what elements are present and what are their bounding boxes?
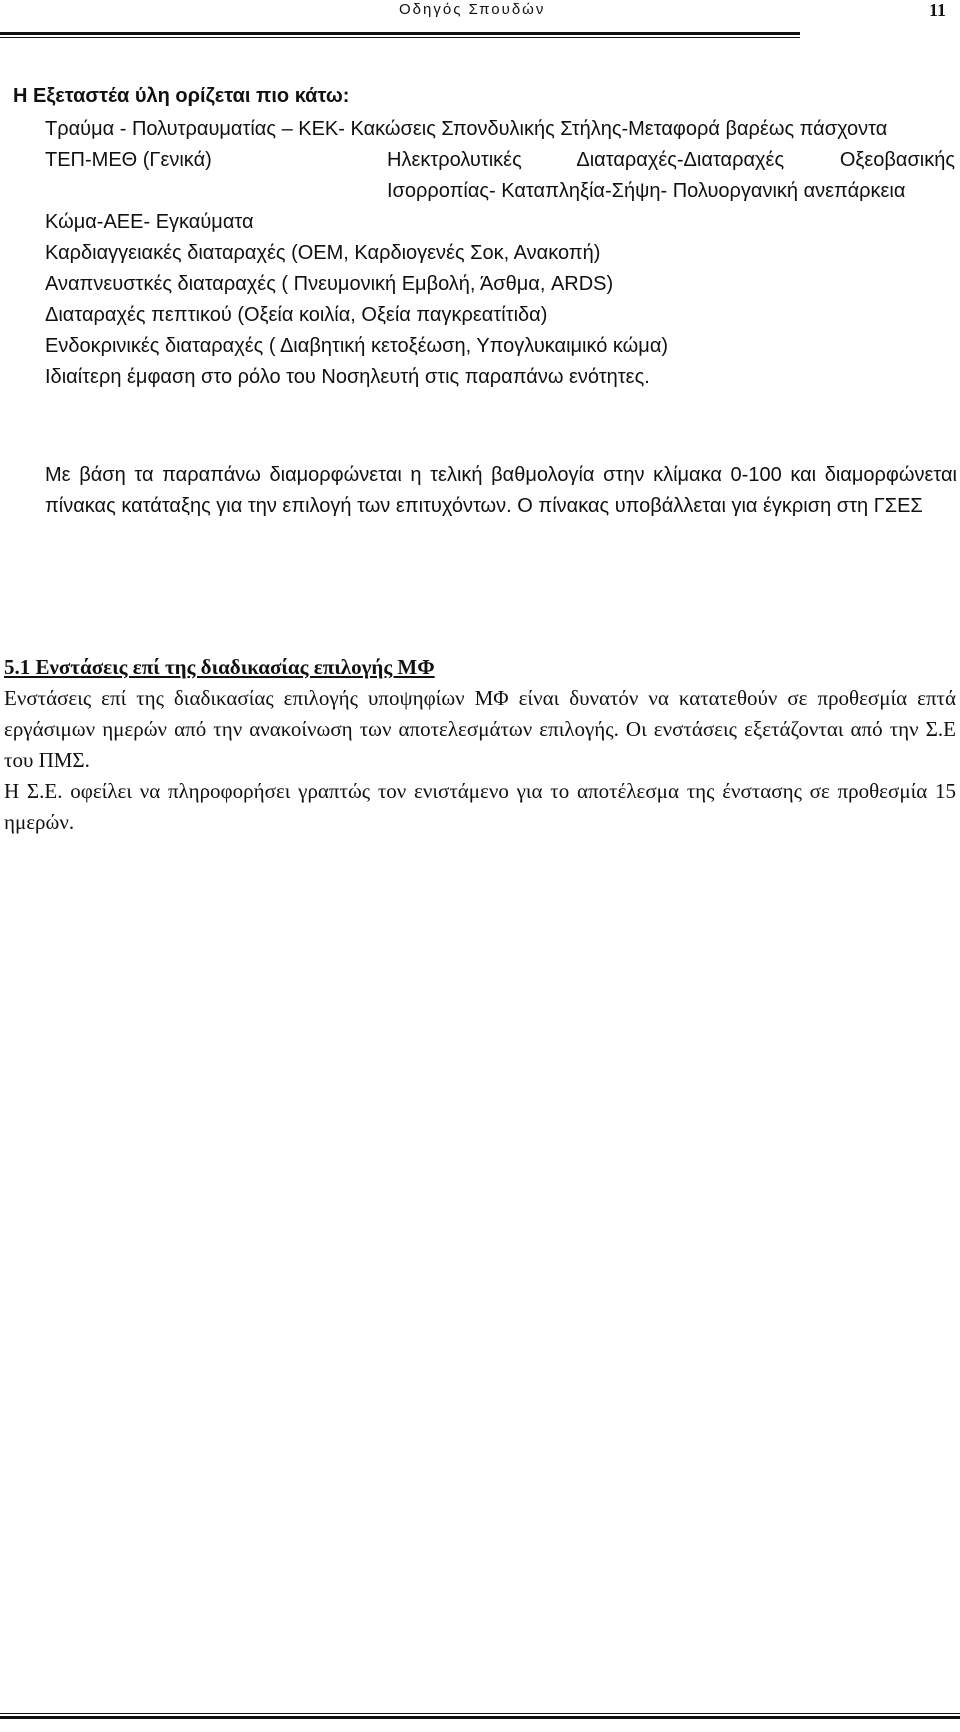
exam-topic-item: Αναπνευστκές διαταραχές ( Πνευμονική Εμβολή, Άσθμα, ARDS) [45,273,614,295]
exam-topic-item: Ηλεκτρολυτικές Διαταραχές-Διαταραχές Οξεοβασικής Ισορροπίας- Καταπληξία-Σήψη- Πολυοργανική ανεπάρκεια [387,149,955,202]
header-rule-thin [0,37,800,38]
exam-topic-item: Διαταραχές πεπτικού (Οξεία κοιλία, Οξεία παγκρεατίτιδα) [45,304,548,326]
exam-topic-row [45,145,955,207]
objections-paragraph: Η Σ.Ε. οφείλει να πληροφορήσει γραπτώς τον ενιστάμενο για το αποτέλεσμα της ένστασης σε προθεσμία 15 ημερών. [4,779,956,834]
exam-topics-list [45,114,955,393]
exam-topic-item: Τραύμα - Πολυτραυματίας – ΚΕΚ- Κακώσεις Σπονδυλικής Στήλης-Μεταφορά βαρέως πάσχοντα [45,118,888,140]
exam-topic-item: Ιδιαίτερη έμφαση στο ρόλο του Νοσηλευτή στις παραπάνω ενότητες. [45,366,650,388]
objections-heading: 5.1 Ενστάσεις επί της διαδικασίας επιλογής ΜΦ [4,655,435,679]
grading-paragraph: Με βάση τα παραπάνω διαμορφώνεται η τελική βαθμολογία στην κλίμακα 0-100 και διαμορφώνεται πίνακας κατάταξης για την επιλογή των επιτυχόντων. Ο πίνακας υποβάλλεται για έγκριση στη ΓΣΕΣ [45,464,957,517]
objections-body [4,683,956,838]
exam-heading: Η Εξεταστέα ύλη ορίζεται πιο κάτω: [13,85,350,107]
header-rule-thick [0,32,800,35]
footer-rule-thin [0,1713,960,1714]
page-header [0,0,960,40]
exam-topic-item: Ενδοκρινικές διαταραχές ( Διαβητική κετοξέωση, Υπογλυκαιμικό κώμα) [45,335,669,357]
page-number: 11 [929,0,947,20]
footer-rule-thick [0,1716,960,1719]
exam-topic-item: Καρδιαγγειακές διαταραχές (ΟΕΜ, Καρδιογενές Σοκ, Ανακοπή) [45,242,601,264]
exam-topic-item: Κώμα-ΑΕΕ- Εγκαύματα [45,211,254,233]
objections-paragraph: Ενστάσεις επί της διαδικασίας επιλογής υποψηφίων ΜΦ είναι δυνατόν να κατατεθούν σε προθεσμία επτά εργάσιμων ημερών από την ανακοίνωση των αποτελεσμάτων επιλογής. Οι ενστάσεις εξετάζονται από την Σ.Ε του ΠΜΣ. [4,686,956,772]
exam-topic-item: ΤΕΠ-ΜΕΘ (Γενικά) [45,149,212,171]
header-title: Οδηγός Σπουδών [399,1,546,18]
